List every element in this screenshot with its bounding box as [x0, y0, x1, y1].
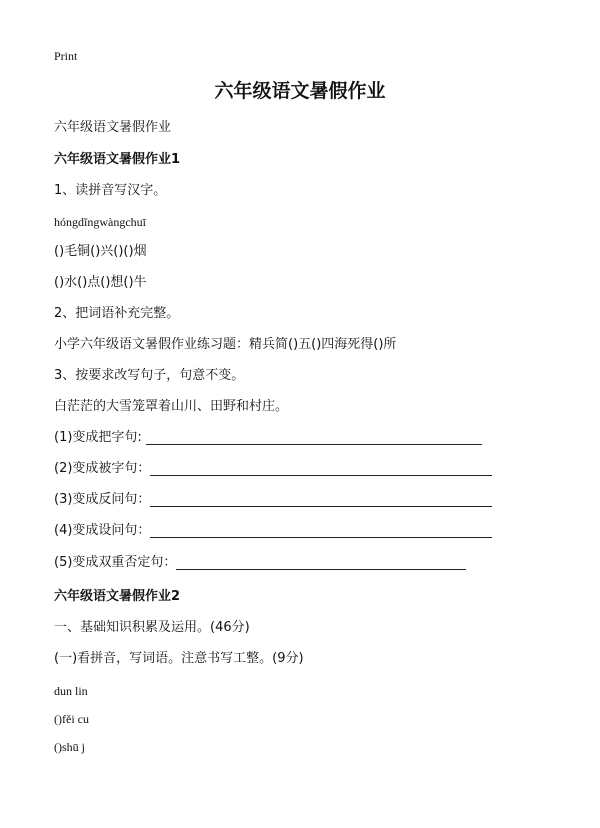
rewrite-row-1	[54, 430, 142, 446]
rewrite-label-2: (2)变成被字句：	[54, 461, 151, 476]
question-2: 2、把词语补充完整。	[54, 306, 180, 321]
rewrite-row-3	[54, 492, 150, 508]
section1-heading: 六年级语文暑假作业1	[54, 152, 181, 167]
question-2-text: 小学六年级语文暑假作业练习题：精兵简()五()四海死得()所	[54, 337, 397, 352]
answer-line-3[interactable]	[150, 506, 492, 507]
subtitle: 六年级语文暑假作业	[54, 120, 172, 135]
pinyin-line: hóngdǐngwàngchuī	[54, 215, 146, 229]
answer-line-5[interactable]	[176, 569, 466, 570]
question-3-sentence: 白茫茫的大雪笼罩着山川、田野和村庄。	[54, 399, 289, 414]
part-1-heading: 一、基础知识积累及运用。(46分)	[54, 620, 250, 635]
question-3: 3、按要求改写句子，句意不变。	[54, 368, 245, 383]
answer-line-2[interactable]	[150, 475, 492, 476]
rewrite-row-2	[54, 461, 150, 477]
blank-row-1: ()毛铜()兴()()烟	[54, 244, 147, 259]
pinyin-item-3: ()shū j	[54, 740, 85, 754]
pinyin-item-1: dun lin	[54, 684, 88, 698]
rewrite-row-5	[54, 555, 176, 571]
answer-line-1[interactable]	[146, 444, 482, 445]
question-1: 1、读拼音写汉字。	[54, 183, 167, 198]
rewrite-label-1: (1)变成把字句:	[54, 430, 142, 445]
rewrite-row-4	[54, 523, 150, 539]
blank-row-2: ()水()点()想()牛	[54, 275, 147, 290]
print-label: Print	[54, 49, 78, 63]
rewrite-label-5: (5)变成双重否定句：	[54, 555, 177, 570]
section2-heading: 六年级语文暑假作业2	[54, 589, 181, 604]
part-1-subheading: (一)看拼音，写词语。注意书写工整。(9分)	[54, 651, 304, 666]
pinyin-item-2: ()fěi cu	[54, 712, 89, 726]
document-title: 六年级语文暑假作业	[214, 80, 386, 102]
rewrite-label-4: (4)变成设问句：	[54, 523, 151, 538]
rewrite-label-3: (3)变成反问句：	[54, 492, 151, 507]
answer-line-4[interactable]	[150, 537, 492, 538]
